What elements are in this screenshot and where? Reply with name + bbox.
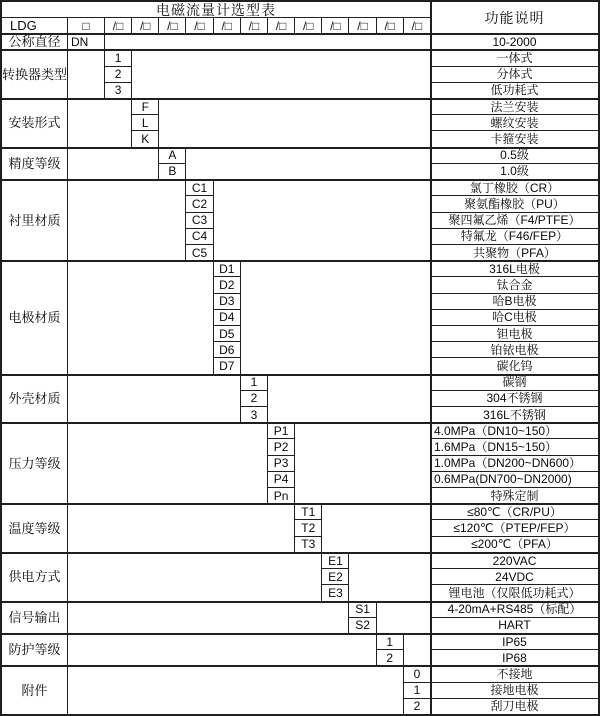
option-description: 螺纹安装 <box>431 115 598 130</box>
option-description: 0.6MPa(DN700~DN2000) <box>431 472 598 487</box>
section-label: 外壳材质 <box>2 375 67 423</box>
section-right-filler <box>214 180 430 260</box>
option-description: 聚氨酯橡胶（PU） <box>431 196 598 211</box>
section-label: 防护等级 <box>2 634 67 665</box>
option-description: 哈B电极 <box>431 294 598 309</box>
option-description: ≤120℃（PTEP/FEP） <box>431 520 598 535</box>
section-label: 温度等级 <box>2 504 67 552</box>
model-code-slot: /□ <box>404 18 430 33</box>
option-code: P1 <box>268 423 294 438</box>
section-label: 转换器类型 <box>2 50 67 98</box>
section-right-filler <box>349 553 430 601</box>
model-code-slot: /□ <box>105 18 131 33</box>
option-code: 1 <box>404 683 430 698</box>
option-description: 220VAC <box>431 553 598 568</box>
option-description: 分体式 <box>431 67 598 82</box>
option-description: HART <box>431 618 598 633</box>
option-code: 3 <box>105 83 131 98</box>
option-code: E2 <box>322 569 348 584</box>
option-description: 0.5级 <box>431 148 598 163</box>
option-description: 卡箍安装 <box>431 131 598 146</box>
option-code: 2 <box>404 699 430 714</box>
option-description: 铂铱电极 <box>431 342 598 357</box>
section-label: 压力等级 <box>2 423 67 503</box>
option-code: 1 <box>241 375 267 390</box>
option-description: 钛合金 <box>431 277 598 292</box>
option-code: DN <box>68 34 104 49</box>
section-left-filler <box>68 602 348 633</box>
option-description: 10-2000 <box>431 34 598 49</box>
model-code-slot: /□ <box>349 18 375 33</box>
selector-grid <box>2 2 598 714</box>
table-title: 电磁流量计选型表 <box>2 2 430 17</box>
option-code: C4 <box>186 229 212 244</box>
section-right-filler <box>159 99 430 147</box>
section-left-filler <box>68 375 240 423</box>
section-left-filler <box>68 553 321 601</box>
option-description: 哈C电极 <box>431 310 598 325</box>
option-description: 304不锈钢 <box>431 391 598 406</box>
option-code: T3 <box>295 537 321 552</box>
section-right-filler <box>132 50 430 98</box>
option-code: D3 <box>214 294 240 309</box>
option-code: B <box>159 164 185 179</box>
section-right-filler <box>404 634 430 665</box>
option-code: 2 <box>377 650 403 665</box>
option-description: 聚四氟乙烯（F4/PTFE） <box>431 213 598 228</box>
option-code: E3 <box>322 585 348 600</box>
model-code-slot: /□ <box>241 18 267 33</box>
option-description: 1.0MPa（DN200~DN600） <box>431 456 598 471</box>
model-code-slot: /□ <box>322 18 348 33</box>
option-description: 碳钢 <box>431 375 598 390</box>
option-description: ≤200℃（PFA） <box>431 537 598 552</box>
section-left-filler <box>68 634 376 665</box>
option-code: P4 <box>268 472 294 487</box>
model-code-box: □ <box>68 18 104 33</box>
option-description: 共聚物（PFA） <box>431 245 598 260</box>
option-description: IP68 <box>431 650 598 665</box>
option-code: K <box>132 131 158 146</box>
option-code: 2 <box>105 67 131 82</box>
option-description: 锂电池（仅限低功耗式） <box>431 585 598 600</box>
option-code: D1 <box>214 261 240 276</box>
option-description: 接地电极 <box>431 683 598 698</box>
section-left-filler <box>68 99 131 147</box>
option-code: L <box>132 115 158 130</box>
section-right-filler <box>295 423 430 503</box>
option-description: 316L电极 <box>431 261 598 276</box>
model-code-slot: /□ <box>377 18 403 33</box>
section-right-filler <box>105 34 430 49</box>
option-description: 刮刀电极 <box>431 699 598 714</box>
option-code: T2 <box>295 520 321 535</box>
option-code: C2 <box>186 196 212 211</box>
function-column-header: 功能说明 <box>431 2 598 33</box>
option-code: S2 <box>349 618 375 633</box>
section-right-filler <box>186 148 430 179</box>
option-code: C5 <box>186 245 212 260</box>
option-code: C1 <box>186 180 212 195</box>
option-description: 1.6MPa（DN15~150） <box>431 439 598 454</box>
option-code: D6 <box>214 342 240 357</box>
section-label: 衬里材质 <box>2 180 67 260</box>
option-code: A <box>159 148 185 163</box>
model-prefix-label: LDG <box>2 18 67 33</box>
option-code: D7 <box>214 358 240 373</box>
section-label: 精度等级 <box>2 148 67 179</box>
section-left-filler <box>68 666 403 714</box>
option-code: D4 <box>214 310 240 325</box>
option-code: P2 <box>268 439 294 454</box>
option-code: F <box>132 99 158 114</box>
section-right-filler <box>268 375 430 423</box>
option-description: 特殊定制 <box>431 488 598 503</box>
section-left-filler <box>68 50 104 98</box>
section-left-filler <box>68 504 294 552</box>
option-code: 2 <box>241 391 267 406</box>
option-description: 不接地 <box>431 666 598 681</box>
section-label: 信号输出 <box>2 602 67 633</box>
option-description: 4-20mA+RS485（标配） <box>431 602 598 617</box>
section-label: 附件 <box>2 666 67 714</box>
option-code: 1 <box>377 634 403 649</box>
section-right-filler <box>241 261 430 373</box>
option-description: 碳化钨 <box>431 358 598 373</box>
option-description: 特氟龙（F46/FEP） <box>431 229 598 244</box>
option-code: E1 <box>322 553 348 568</box>
option-description: 氯丁橡胶（CR） <box>431 180 598 195</box>
option-code: Pn <box>268 488 294 503</box>
option-description: 24VDC <box>431 569 598 584</box>
section-label: 供电方式 <box>2 553 67 601</box>
option-description: IP65 <box>431 634 598 649</box>
option-code: P3 <box>268 456 294 471</box>
option-code: D5 <box>214 326 240 341</box>
option-description: 一体式 <box>431 50 598 65</box>
option-code: 1 <box>105 50 131 65</box>
section-right-filler <box>377 602 430 633</box>
section-left-filler <box>68 423 267 503</box>
section-label: 安装形式 <box>2 99 67 147</box>
option-description: 1.0级 <box>431 164 598 179</box>
model-code-slot: /□ <box>295 18 321 33</box>
option-code: D2 <box>214 277 240 292</box>
option-code: 3 <box>241 407 267 422</box>
model-code-slot: /□ <box>186 18 212 33</box>
option-code: T1 <box>295 504 321 519</box>
model-code-slot: /□ <box>268 18 294 33</box>
section-left-filler <box>68 180 185 260</box>
model-code-slot: /□ <box>159 18 185 33</box>
model-code-slot: /□ <box>132 18 158 33</box>
option-code: S1 <box>349 602 375 617</box>
section-label: 电极材质 <box>2 261 67 373</box>
model-code-slot: /□ <box>214 18 240 33</box>
section-right-filler <box>322 504 430 552</box>
option-description: 316L不锈钢 <box>431 407 598 422</box>
option-code: C3 <box>186 213 212 228</box>
section-left-filler <box>68 261 213 373</box>
option-description: 钽电极 <box>431 326 598 341</box>
option-description: ≤80℃（CR/PU） <box>431 504 598 519</box>
option-code: 0 <box>404 666 430 681</box>
section-left-filler <box>68 148 158 179</box>
option-description: 法兰安装 <box>431 99 598 114</box>
option-description: 4.0MPa（DN10~150） <box>431 423 598 438</box>
option-description: 低功耗式 <box>431 83 598 98</box>
section-label: 公称直径 <box>2 34 67 49</box>
